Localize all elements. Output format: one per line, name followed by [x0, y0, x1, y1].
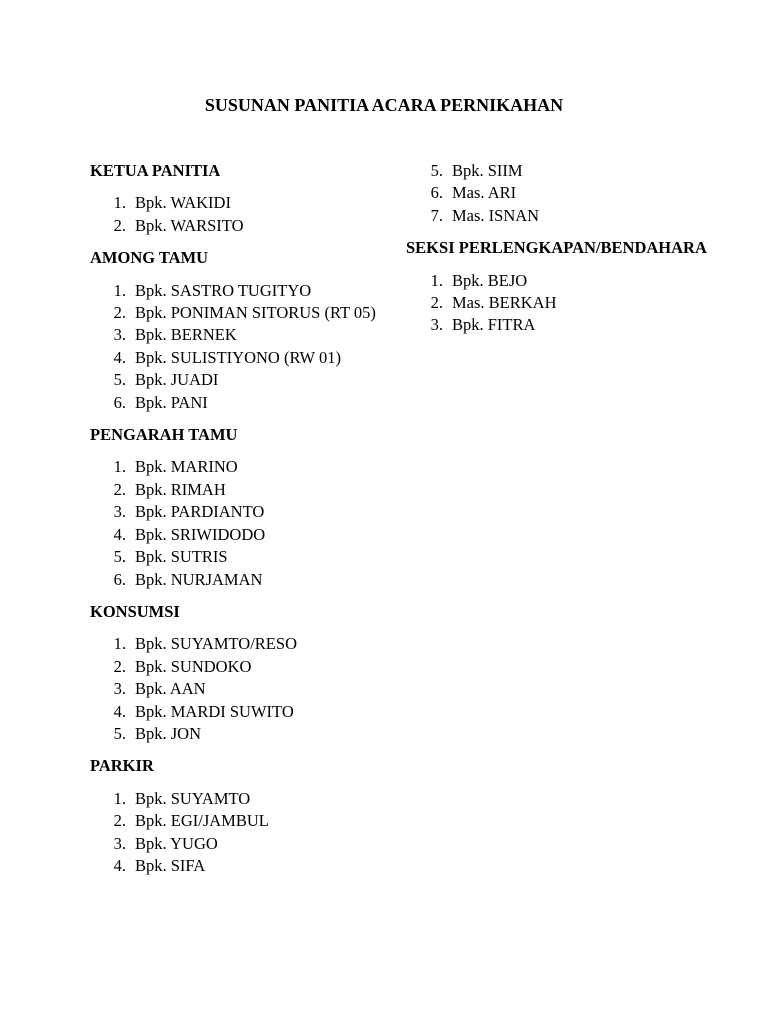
- list-number: 1.: [113, 280, 126, 300]
- list-item: [90, 524, 390, 546]
- list-number: 2.: [113, 656, 126, 676]
- list-item: [90, 656, 390, 678]
- list-item: [90, 192, 390, 214]
- member-name: Bpk. SUYAMTO/RESO: [135, 634, 297, 654]
- list-number: 6.: [430, 183, 443, 203]
- list-item: [90, 456, 390, 478]
- list-number: 3.: [113, 325, 126, 345]
- member-list: [90, 280, 390, 414]
- list-number: 1.: [113, 457, 126, 477]
- list-number: 5.: [113, 370, 126, 390]
- list-number: 2.: [430, 293, 443, 313]
- member-name: Bpk. SIIM: [452, 161, 523, 180]
- list-item: [90, 833, 390, 855]
- list-item: [90, 347, 390, 369]
- section-perlengkapan-bendahara: [406, 237, 726, 337]
- list-item: [90, 302, 390, 324]
- member-name: Bpk. SASTRO TUGITYO: [135, 280, 312, 300]
- member-name: Bpk. SUYAMTO: [135, 788, 251, 808]
- list-item: [90, 855, 390, 877]
- list-number: 5.: [113, 547, 126, 567]
- list-number: 6.: [113, 392, 126, 412]
- list-item: [90, 810, 390, 832]
- member-list: [90, 456, 390, 590]
- list-item: [406, 182, 726, 204]
- member-name: Bpk. YUGO: [135, 833, 218, 853]
- list-item: [406, 292, 726, 314]
- left-column: [90, 160, 390, 887]
- section-heading: SEKSI PERLENGKAPAN/BENDAHARA: [406, 238, 707, 258]
- list-number: 3.: [113, 679, 126, 699]
- list-number: 6.: [113, 569, 126, 589]
- member-name: Bpk. RIMAH: [135, 479, 226, 499]
- section-heading: AMONG TAMU: [90, 248, 209, 268]
- parkir-continued-list: [406, 160, 726, 227]
- member-name: Bpk. PONIMAN SITORUS (RT 05): [135, 303, 376, 323]
- list-item: [90, 215, 390, 237]
- member-list: [406, 270, 726, 337]
- list-item: [90, 546, 390, 568]
- list-number: 5.: [430, 161, 443, 180]
- member-name: Bpk. MARINO: [135, 457, 238, 477]
- list-item: [90, 633, 390, 655]
- member-name: Bpk. EGI/JAMBUL: [135, 811, 269, 831]
- list-item: [406, 314, 726, 336]
- section-konsumsi: [90, 601, 390, 745]
- section-heading: KETUA PANITIA: [90, 161, 221, 180]
- list-item: [406, 270, 726, 292]
- member-name: Mas. BERKAH: [452, 293, 557, 313]
- member-name: Mas. ARI: [452, 183, 517, 203]
- list-number: 4.: [113, 855, 126, 875]
- page-title: SUSUNAN PANITIA ACARA PERNIKAHAN: [204, 95, 564, 115]
- list-item: [90, 501, 390, 523]
- right-column: [406, 160, 726, 347]
- member-name: Bpk. PARDIANTO: [135, 502, 265, 522]
- list-number: 5.: [113, 723, 126, 743]
- list-number: 4.: [113, 524, 126, 544]
- list-item: [90, 280, 390, 302]
- section-heading: PENGARAH TAMU: [90, 425, 238, 445]
- list-item: [90, 324, 390, 346]
- section-parkir: [90, 755, 390, 877]
- list-number: 1.: [430, 270, 443, 290]
- list-number: 2.: [113, 303, 126, 323]
- list-item: [90, 678, 390, 700]
- member-list: [90, 788, 390, 878]
- list-item: [406, 160, 726, 182]
- list-number: 3.: [430, 315, 443, 335]
- list-item: [90, 701, 390, 723]
- list-number: 2.: [113, 811, 126, 831]
- list-number: 2.: [113, 479, 126, 499]
- list-number: 2.: [113, 215, 126, 235]
- member-name: Bpk. SRIWIDODO: [135, 524, 266, 544]
- list-number: 7.: [430, 205, 443, 225]
- section-among-tamu: [90, 247, 390, 414]
- member-name: Bpk. WAKIDI: [135, 193, 231, 213]
- section-ketua-panitia: [90, 160, 390, 237]
- member-name: Bpk. JUADI: [135, 370, 219, 390]
- list-number: 1.: [113, 634, 126, 654]
- member-name: Bpk. WARSITO: [135, 215, 244, 235]
- member-name: Bpk. FITRA: [452, 315, 536, 335]
- list-number: 1.: [113, 788, 126, 808]
- list-number: 4.: [113, 701, 126, 721]
- member-name: Mas. ISNAN: [452, 205, 540, 225]
- member-name: Bpk. JON: [135, 723, 202, 743]
- list-item: [90, 479, 390, 501]
- member-name: Bpk. AAN: [135, 679, 206, 699]
- member-name: Bpk. BEJO: [452, 270, 528, 290]
- list-item: [406, 205, 726, 227]
- member-name: Bpk. SUNDOKO: [135, 656, 252, 676]
- section-heading: PARKIR: [90, 756, 154, 776]
- section-pengarah-tamu: [90, 424, 390, 591]
- list-number: 3.: [113, 502, 126, 522]
- member-list: [90, 192, 390, 237]
- list-number: 3.: [113, 833, 126, 853]
- section-heading: KONSUMSI: [90, 601, 180, 621]
- list-item: [90, 569, 390, 591]
- list-item: [90, 369, 390, 391]
- list-item: [90, 788, 390, 810]
- member-name: Bpk. SIFA: [135, 855, 206, 875]
- list-item: [90, 392, 390, 414]
- list-number: 1.: [113, 193, 126, 213]
- list-item: [90, 723, 390, 745]
- member-list: [90, 633, 390, 745]
- member-name: Bpk. PANI: [135, 392, 208, 412]
- member-name: Bpk. NURJAMAN: [135, 569, 263, 589]
- member-name: Bpk. SUTRIS: [135, 547, 228, 567]
- member-name: Bpk. SULISTIYONO (RW 01): [135, 347, 341, 367]
- list-number: 4.: [113, 347, 126, 367]
- member-name: Bpk. BERNEK: [135, 325, 237, 345]
- member-name: Bpk. MARDI SUWITO: [135, 701, 294, 721]
